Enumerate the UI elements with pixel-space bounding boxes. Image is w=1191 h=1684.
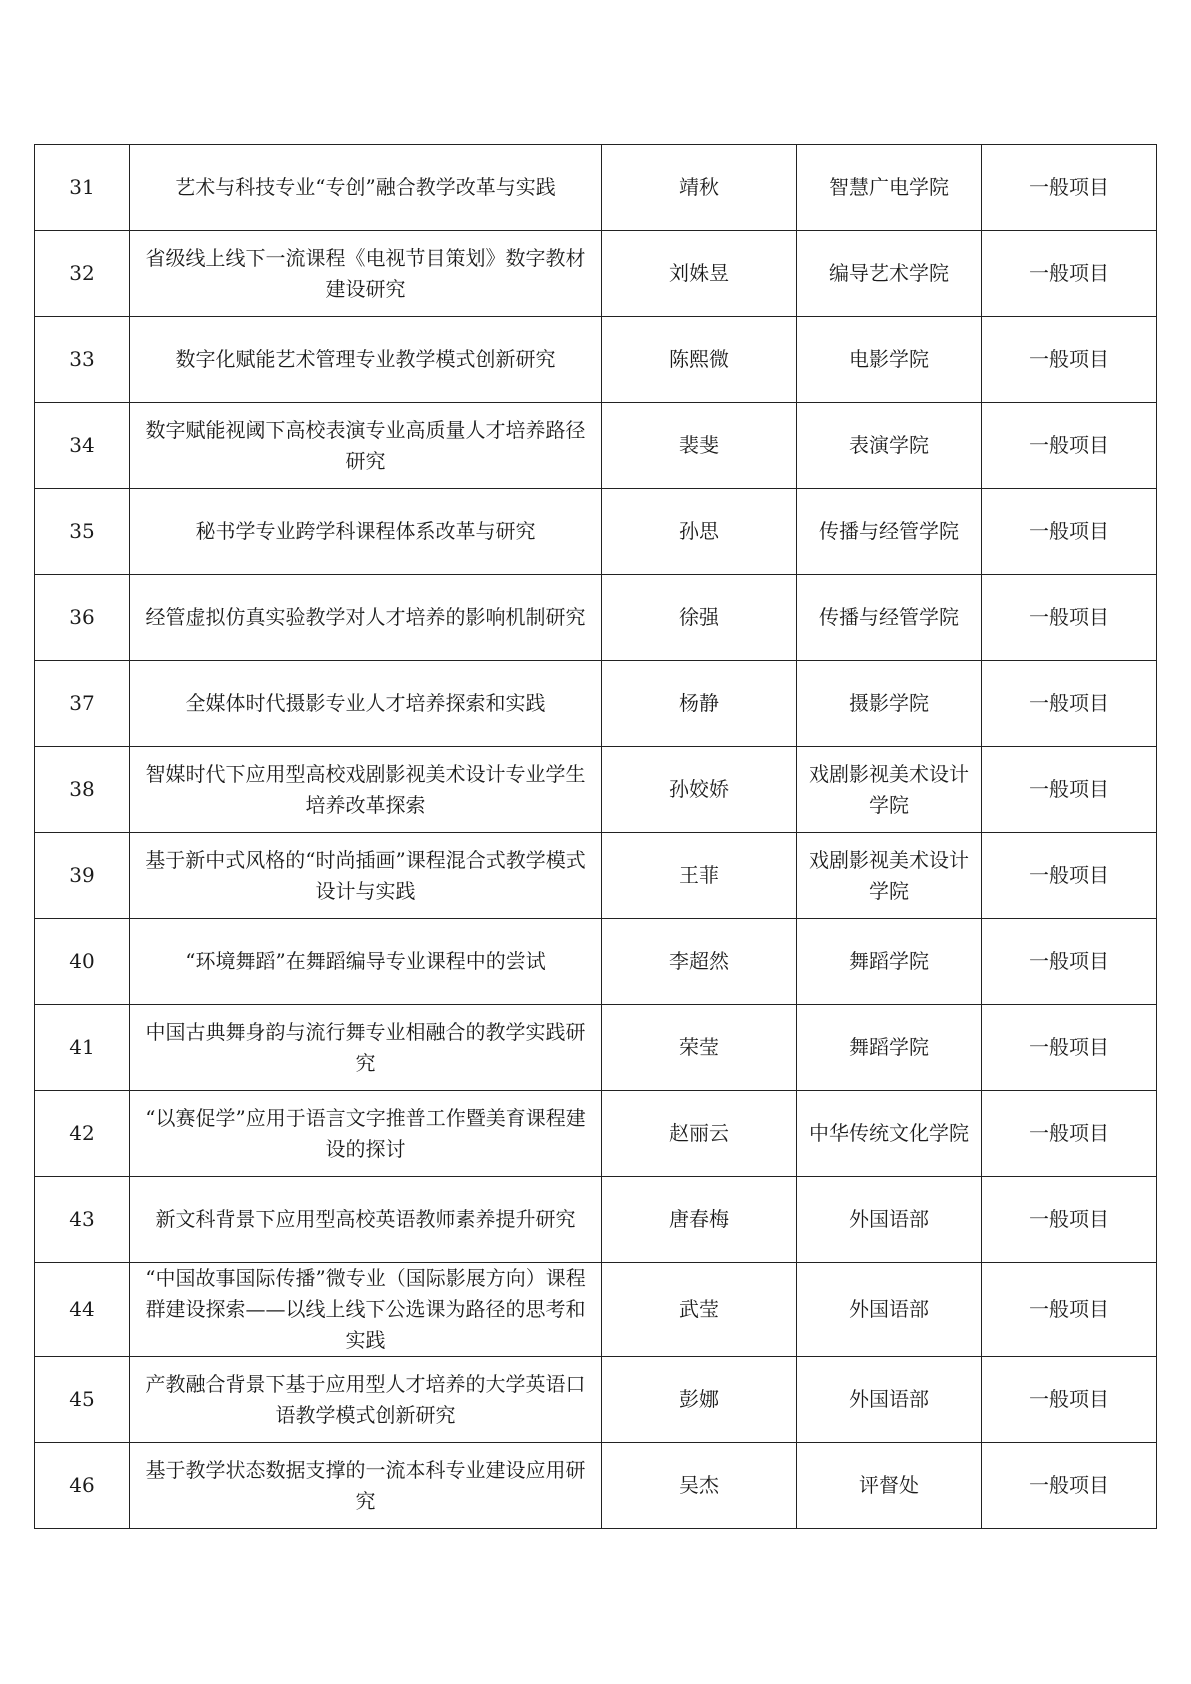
table-row [35,1443,1157,1529]
project-leader: 李超然 [602,919,797,1005]
project-type: 一般项目 [982,1177,1157,1263]
project-type: 一般项目 [982,145,1157,231]
row-number: 38 [35,747,130,833]
table-row [35,1005,1157,1091]
table-row [35,145,1157,231]
table-row [35,1263,1157,1357]
project-name: 经管虚拟仿真实验教学对人才培养的影响机制研究 [130,575,602,661]
project-type: 一般项目 [982,1005,1157,1091]
project-name: 秘书学专业跨学科课程体系改革与研究 [130,489,602,575]
row-number: 33 [35,317,130,403]
project-leader: 陈熙微 [602,317,797,403]
project-name: 基于教学状态数据支撑的一流本科专业建设应用研究 [130,1443,602,1529]
project-type: 一般项目 [982,661,1157,747]
row-number: 41 [35,1005,130,1091]
row-number: 31 [35,145,130,231]
project-college: 编导艺术学院 [797,231,982,317]
table-row [35,231,1157,317]
project-college: 戏剧影视美术设计学院 [797,833,982,919]
project-name: 省级线上线下一流课程《电视节目策划》数字教材建设研究 [130,231,602,317]
project-type: 一般项目 [982,317,1157,403]
project-leader: 裴斐 [602,403,797,489]
project-leader: 杨静 [602,661,797,747]
project-leader: 徐强 [602,575,797,661]
project-leader: 荣莹 [602,1005,797,1091]
project-name: 艺术与科技专业“专创”融合教学改革与实践 [130,145,602,231]
project-type: 一般项目 [982,833,1157,919]
project-type: 一般项目 [982,1263,1157,1357]
row-number: 45 [35,1357,130,1443]
project-type: 一般项目 [982,403,1157,489]
project-leader: 王菲 [602,833,797,919]
project-college: 舞蹈学院 [797,919,982,1005]
project-type: 一般项目 [982,1443,1157,1529]
row-number: 35 [35,489,130,575]
project-type: 一般项目 [982,1091,1157,1177]
row-number: 34 [35,403,130,489]
project-name: “以赛促学”应用于语言文字推普工作暨美育课程建设的探讨 [130,1091,602,1177]
table-row [35,1091,1157,1177]
table-row [35,317,1157,403]
project-name: “环境舞蹈”在舞蹈编导专业课程中的尝试 [130,919,602,1005]
row-number: 36 [35,575,130,661]
project-name: 数字赋能视阈下高校表演专业高质量人才培养路径研究 [130,403,602,489]
project-leader: 彭娜 [602,1357,797,1443]
project-leader: 唐春梅 [602,1177,797,1263]
row-number: 39 [35,833,130,919]
table-row [35,661,1157,747]
row-number: 40 [35,919,130,1005]
table-row [35,1177,1157,1263]
project-name: “中国故事国际传播”微专业（国际影展方向）课程群建设探索——以线上线下公选课为路径的思考和实践 [130,1263,602,1357]
project-leader: 刘姝昱 [602,231,797,317]
row-number: 43 [35,1177,130,1263]
project-name: 全媒体时代摄影专业人才培养探索和实践 [130,661,602,747]
project-college: 舞蹈学院 [797,1005,982,1091]
project-college: 电影学院 [797,317,982,403]
project-college: 智慧广电学院 [797,145,982,231]
project-college: 戏剧影视美术设计学院 [797,747,982,833]
project-type: 一般项目 [982,919,1157,1005]
project-name: 新文科背景下应用型高校英语教师素养提升研究 [130,1177,602,1263]
project-leader: 武莹 [602,1263,797,1357]
project-college: 外国语部 [797,1357,982,1443]
project-name: 基于新中式风格的“时尚插画”课程混合式教学模式设计与实践 [130,833,602,919]
project-college: 外国语部 [797,1263,982,1357]
project-name: 智媒时代下应用型高校戏剧影视美术设计专业学生培养改革探索 [130,747,602,833]
project-type: 一般项目 [982,489,1157,575]
project-college: 中华传统文化学院 [797,1091,982,1177]
project-leader: 孙思 [602,489,797,575]
project-college: 摄影学院 [797,661,982,747]
project-college: 传播与经管学院 [797,575,982,661]
project-name: 产教融合背景下基于应用型人才培养的大学英语口语教学模式创新研究 [130,1357,602,1443]
project-leader: 孙姣娇 [602,747,797,833]
project-name: 中国古典舞身韵与流行舞专业相融合的教学实践研究 [130,1005,602,1091]
row-number: 42 [35,1091,130,1177]
project-college: 评督处 [797,1443,982,1529]
project-type: 一般项目 [982,231,1157,317]
table-row [35,575,1157,661]
row-number: 32 [35,231,130,317]
row-number: 37 [35,661,130,747]
table-row [35,403,1157,489]
project-leader: 吴杰 [602,1443,797,1529]
project-leader: 赵丽云 [602,1091,797,1177]
table-row [35,1357,1157,1443]
row-number: 44 [35,1263,130,1357]
project-table [34,144,1157,1529]
table-row [35,919,1157,1005]
project-college: 传播与经管学院 [797,489,982,575]
table-row [35,833,1157,919]
project-type: 一般项目 [982,1357,1157,1443]
project-type: 一般项目 [982,747,1157,833]
project-type: 一般项目 [982,575,1157,661]
project-college: 表演学院 [797,403,982,489]
project-name: 数字化赋能艺术管理专业教学模式创新研究 [130,317,602,403]
row-number: 46 [35,1443,130,1529]
table-row [35,747,1157,833]
table-row [35,489,1157,575]
project-leader: 靖秋 [602,145,797,231]
project-college: 外国语部 [797,1177,982,1263]
